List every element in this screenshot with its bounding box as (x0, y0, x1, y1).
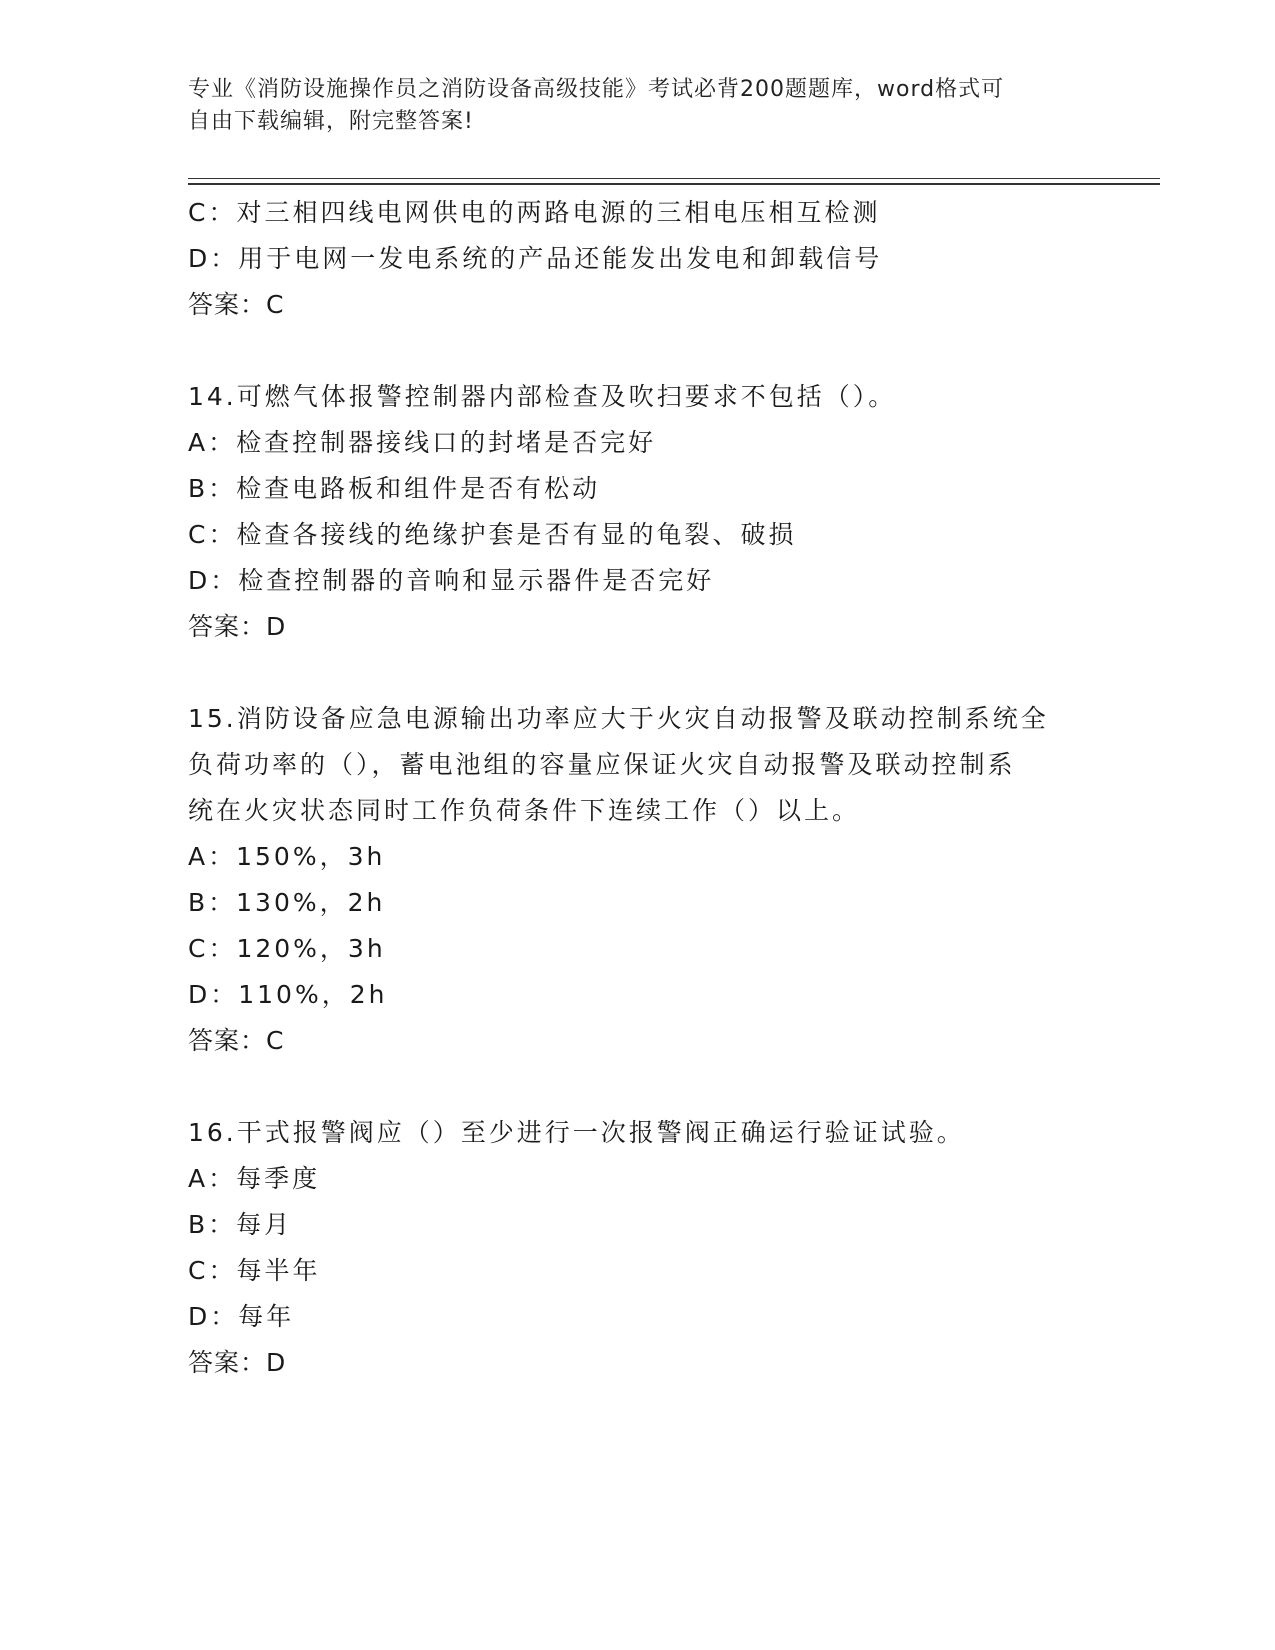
header-line-1: 专业《消防设施操作员之消防设备高级技能》考试必背200题题库，word格式可 (188, 77, 1005, 102)
option-c: C：检查各接线的绝缘护套是否有显的龟裂、破损 (188, 520, 797, 549)
option-a: A：每季度 (188, 1164, 321, 1193)
spacer (188, 650, 1088, 696)
answer: 答案：C (188, 1026, 285, 1055)
header-divider-thin (188, 178, 1160, 179)
answer: 答案：D (188, 1348, 287, 1377)
spacer (188, 328, 1088, 374)
answer: 答案：D (188, 612, 287, 641)
question-stem-line-3: 统在火灾状态同时工作负荷条件下连续工作（）以上。 (188, 796, 861, 825)
spacer (188, 1064, 1088, 1110)
option-d: D：用于电网一发电系统的产品还能发出发电和卸载信号 (188, 244, 883, 273)
option-b: B：检查电路板和组件是否有松动 (188, 474, 601, 503)
question-14 (188, 374, 1088, 650)
document-body (188, 190, 1088, 1386)
option-d: D：每年 (188, 1302, 295, 1331)
header-line-2: 自由下载编辑，附完整答案! (188, 109, 474, 134)
question-16 (188, 1110, 1088, 1386)
header-divider-thick (188, 183, 1160, 185)
option-a: A：150%，3h (188, 842, 386, 871)
option-b: B：130%，2h (188, 888, 386, 917)
option-a: A：检查控制器接线口的封堵是否完好 (188, 428, 657, 457)
option-c: C：对三相四线电网供电的两路电源的三相电压相互检测 (188, 198, 881, 227)
option-d: D：110%，2h (188, 980, 388, 1009)
question-stem-line-2: 负荷功率的（），蓄电池组的容量应保证火灾自动报警及联动控制系 (188, 750, 1016, 779)
answer: 答案：C (188, 290, 285, 319)
question-stem: 16.干式报警阀应（）至少进行一次报警阀正确运行验证试验。 (188, 1118, 965, 1147)
option-b: B：每月 (188, 1210, 293, 1239)
question-stem-line-1: 15.消防设备应急电源输出功率应大于火灾自动报警及联动控制系统全 (188, 704, 1049, 733)
option-c: C：每半年 (188, 1256, 321, 1285)
option-d: D：检查控制器的音响和显示器件是否完好 (188, 566, 715, 595)
question-15 (188, 696, 1088, 1064)
question-stem: 14.可燃气体报警控制器内部检查及吹扫要求不包括（）。 (188, 382, 897, 411)
option-c: C：120%，3h (188, 934, 386, 963)
document-header (188, 74, 1088, 138)
question-13-continued (188, 190, 1088, 328)
